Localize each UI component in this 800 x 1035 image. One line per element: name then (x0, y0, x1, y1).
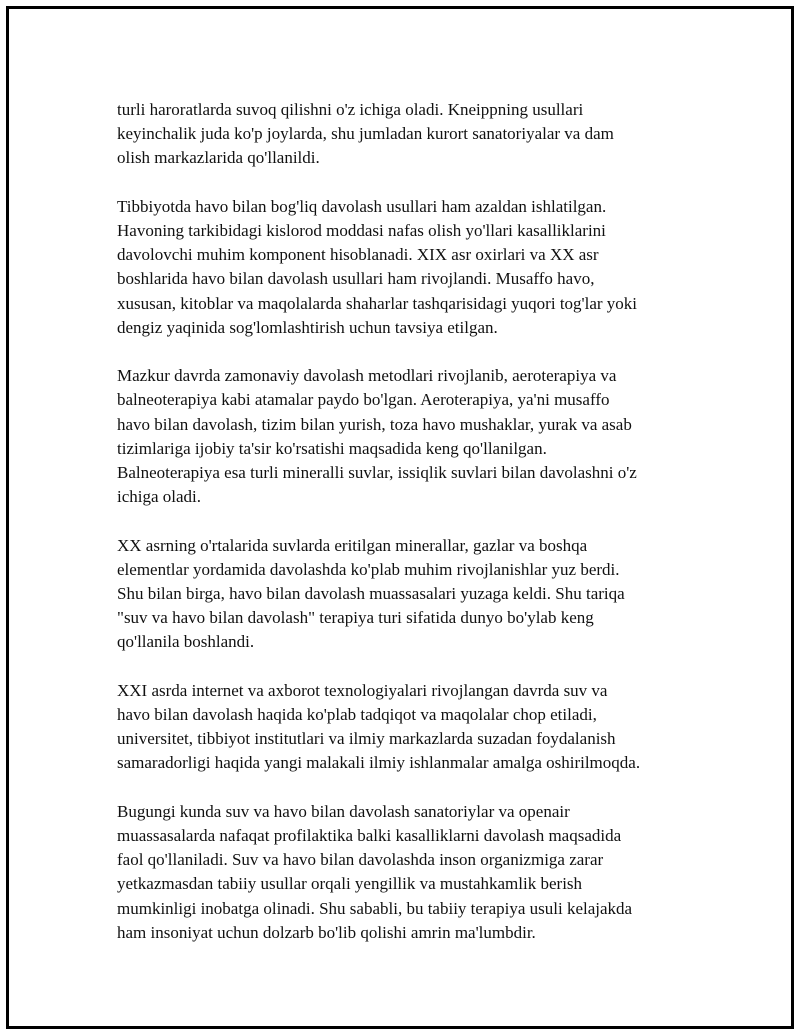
document-body (117, 98, 697, 969)
paragraph-1: turli haroratlarda suvoq qilishni o'z ichiga oladi. Kneippning usullari keyinchalik juda ko'p joylarda, shu jumladan kurort sanatoriyalar va dam olish markazlarida qo'llanildi. (117, 100, 614, 168)
paragraph-5: XXI asrda internet va axborot texnologiyalari rivojlangan davrda suv va havo bilan davolash haqida ko'plab tadqiqot va maqolalar chop etiladi, universitet, tibbiyot institutlari va ilmiy markazlarda suzadan foydalanish samaradorligi haqida yangi malakali ilmiy ishlanmalar amalga oshirilmoqda. (117, 680, 641, 773)
document-page (6, 6, 794, 1029)
paragraph-6: Bugungi kunda suv va havo bilan davolash sanatoriylar va openair muassasalarda nafaqat profilaktika balki kasalliklarni davolash maqsadida faol qo'llaniladi. Suv va havo bilan davolashda inson organizmiga zarar yetkazmasdan tabiiy usullar orqali yengillik va mustahkamlik berish mumkinligi inobatga olinadi. Shu sababli, bu tabiiy terapiya usuli kelajakda ham insoniyat uchun dolzarb bo'lib qolishi amrin ma'lumbdir. (117, 801, 633, 942)
paragraph-4: XX asrning o'rtalarida suvlarda eritilgan minerallar, gazlar va boshqa elementlar yordamida davolashda ko'plab muhim rivojlanishlar yuz berdi. Shu bilan birga, havo bilan davolash muassasalari yuzaga keldi. Shu tariqa "suv va havo bilan davolash" terapiya turi sifatida dunyo bo'ylab keng qo'llanila boshlandi. (117, 535, 625, 652)
paragraph-2: Tibbiyotda havo bilan bog'liq davolash usullari ham azaldan ishlatilgan. Havoning tarkibidagi kislorod moddasi nafas olish yo'llari kasalliklarini davolovchi muhim komponent hisoblanadi. XIX asr oxirlari va XX asr boshlarida havo bilan davolash usullari ham rivojlandi. Musaffo havo, xususan, kitoblar va maqolalarda shaharlar tashqarisidagi yuqori tog'lar yoki dengiz yaqinida sog'lomlashtirish uchun tavsiya etilgan. (117, 196, 638, 337)
paragraph-3: Mazkur davrda zamonaviy davolash metodlari rivojlanib, aeroterapiya va balneoterapiya kabi atamalar paydo bo'lgan. Aeroterapiya, ya'ni musaffo havo bilan davolash, tizim bilan yurish, toza havo mushaklar, yurak va asab tizimlariga ijobiy ta'sir ko'rsatishi maqsadida keng qo'llanilgan. Balneoterapiya esa turli mineralli suvlar, issiqlik suvlari bilan davolashni o'z ichiga oladi. (117, 366, 637, 507)
